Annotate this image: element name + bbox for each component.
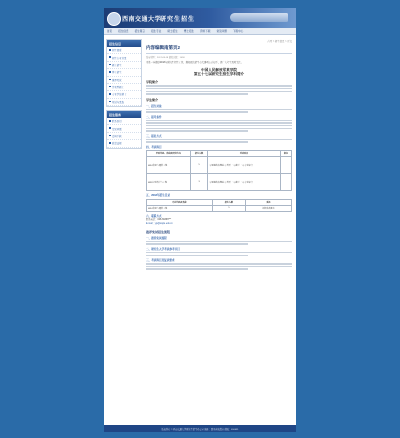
section-heading: 学生简介 — [146, 97, 159, 102]
table-header: 招生人数 — [190, 151, 208, 157]
nav-item-faq[interactable]: 常见问题 — [216, 30, 227, 33]
nav-item-majors[interactable]: 招生专业 — [150, 30, 162, 33]
text-line — [146, 130, 248, 131]
sidebar-item[interactable]: 学术型硕士 — [107, 84, 141, 91]
table-cell — [280, 174, 291, 191]
subsection-heading: 三、考试科目及复试要求 — [146, 258, 175, 262]
sidebar-item[interactable]: 招生专业目录 — [107, 54, 141, 61]
sidebar-item[interactable]: 复试与录取 — [107, 99, 141, 106]
table-cell: 5 — [212, 205, 246, 211]
sidebar-item[interactable]: 专业学位硕士 — [107, 91, 141, 98]
table-cell: ①思想政治理论 ②英语一 ③数学一 ④专业综合 — [208, 157, 280, 174]
table-header: 学科代码、名称及研究方向 — [147, 151, 191, 157]
table-cell — [280, 157, 291, 174]
enrollment-table — [146, 199, 292, 212]
table-row — [147, 157, 292, 174]
text-line — [146, 241, 292, 242]
text-line — [146, 122, 292, 123]
sidebar-section-title: 招生信息 — [107, 40, 141, 47]
subsection-heading: 二、研究生入学考试参考书目 — [146, 247, 180, 251]
sidebar-item[interactable]: 资料下载 — [107, 133, 141, 140]
text-line — [146, 263, 292, 264]
sidebar-item[interactable]: 硕士招生 — [107, 62, 141, 69]
section-heading: 学院简介 — [146, 79, 159, 84]
text-line — [146, 255, 248, 256]
nav-item-phd[interactable]: 博士招生 — [183, 30, 195, 33]
text-line — [146, 266, 292, 267]
text-line — [146, 109, 292, 110]
table-cell: 0811控制科学与工程 — [147, 174, 191, 191]
table-cell: ①思想政治理论 ②英语一 ③数学一 ④专业综合 — [208, 174, 280, 191]
university-name: 西南交通大学 — [122, 16, 162, 23]
nav-item-home[interactable]: 首页 — [107, 30, 113, 33]
table-cell: 3 — [190, 174, 208, 191]
text-line — [146, 88, 292, 89]
footer: 版权所有 © 西南交通大学研究生招生办公室 地址：四川省成都市 邮编：610031 — [104, 425, 296, 432]
nav-item-brochure[interactable]: 招生简章 — [134, 30, 145, 33]
article-meta: 发布时间：2017-09-18 浏览次数：1058 — [146, 56, 185, 59]
subsection-heading: 四、考试科目 — [146, 145, 162, 149]
table-row — [147, 174, 292, 191]
site-title: 研究生招生 — [160, 17, 196, 23]
nav-item-downloads[interactable]: 下载中心 — [232, 30, 244, 33]
nav-item-master[interactable]: 硕士招生 — [167, 30, 178, 33]
text-line — [146, 91, 292, 92]
table-header: 备注 — [280, 151, 291, 157]
text-line — [146, 120, 292, 121]
sidebar-item[interactable]: 博士招生 — [107, 69, 141, 76]
text-line — [146, 128, 292, 129]
page-title: 内容编辑南第页2 — [146, 45, 292, 54]
college-title: 中国人民解放军某学院 第五十七届研究生招生学科简介 — [193, 67, 245, 77]
text-line — [146, 252, 292, 253]
table-header: 专业代码及名称 — [147, 199, 213, 205]
header-banner — [104, 8, 296, 28]
text-line — [146, 141, 248, 142]
subsection-heading: 三、报名方式 — [146, 134, 162, 138]
sidebar — [106, 39, 142, 152]
contact-phone: 联系电话：028-66366*** — [146, 218, 172, 221]
text-line — [146, 125, 292, 126]
subsection-heading: 二、报考条件 — [146, 115, 162, 119]
article — [146, 39, 292, 271]
university-logo-icon — [107, 12, 121, 26]
breadcrumb: 首页 > 招生信息 > 正文 — [267, 40, 292, 43]
table-row — [147, 205, 292, 211]
table-header: 招生人数 — [212, 199, 246, 205]
text-line — [146, 111, 248, 112]
sidebar-item[interactable]: 政策法规 — [107, 140, 141, 147]
subsection-heading: 一、招生对象 — [146, 104, 162, 108]
section-heading: 推荐免试招生流程 — [146, 229, 171, 234]
train-banner-icon — [230, 13, 288, 22]
sidebar-item[interactable]: 招生简章 — [107, 47, 141, 54]
nav-item-info[interactable]: 招生信息 — [118, 30, 129, 33]
text-line — [146, 268, 248, 269]
table-cell: 0810信息与通信工程 — [147, 157, 191, 174]
sidebar-section-title: 招生服务 — [107, 111, 141, 118]
subsection-heading: 六、联系方式 — [146, 214, 162, 218]
sidebar-item[interactable]: 推荐免试 — [107, 77, 141, 84]
sidebar-section-services — [106, 110, 142, 149]
table-cell: 拟接收推免生 — [246, 205, 292, 211]
sidebar-item[interactable]: 常见问题 — [107, 125, 141, 132]
text-line — [146, 243, 248, 244]
exam-subjects-table — [146, 150, 292, 191]
subsection-heading: 一、推荐免试流程 — [146, 236, 167, 240]
sidebar-section-admissions — [106, 39, 142, 107]
text-line — [146, 85, 292, 86]
table-cell: 5 — [190, 157, 208, 174]
text-line — [146, 139, 292, 140]
sidebar-item[interactable]: 联系我们 — [107, 118, 141, 125]
table-cell: 0810信息与通信工程 — [147, 205, 213, 211]
table-header: 备注 — [246, 199, 292, 205]
text-line — [146, 93, 248, 94]
subsection-heading: 五、2018年招生目录 — [146, 194, 170, 198]
main-nav — [104, 28, 296, 35]
intro-text: 为进一步做好2018年研究生招生工作，现将我院招生有关事项公示如下，请广大考生及时关注。 — [146, 61, 243, 64]
contact-email[interactable]: E-mail：yjs@swjtu.edu.cn — [146, 223, 173, 226]
page-frame — [104, 8, 296, 432]
table-header: 考试科目 — [208, 151, 280, 157]
nav-item-materials[interactable]: 资料下载 — [200, 30, 211, 33]
